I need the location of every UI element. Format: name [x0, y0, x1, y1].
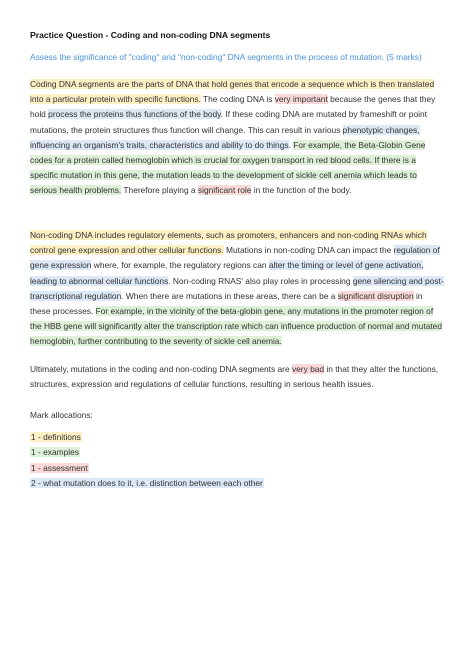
body-text: Ultimately, mutations in the coding and non-coding DNA segments are: [30, 364, 292, 374]
paragraph-coding-dna: [30, 77, 444, 199]
mark-item-text: 1 - assessment: [31, 462, 88, 473]
mark-allocations: [30, 408, 264, 491]
highlighted-text: Non-coding DNA includes regulatory elements, such as promoters, enhancers and non-coding RNAs which control gene expression and other cellular functions.: [30, 230, 427, 256]
body-text: in these processes.: [30, 290, 423, 317]
body-text: Therefore playing a: [121, 185, 198, 196]
mark-item: [30, 461, 264, 476]
question-text: Assess the significance of "coding" and "non-coding" DNA segments in the process of mutation. (5 marks): [30, 52, 422, 62]
body-text: The coding DNA is: [200, 94, 275, 105]
highlighted-text: significant disruption: [337, 290, 414, 301]
mark-item-text: 2 - what mutation does to it, i.e. distinction between each other: [31, 477, 263, 488]
body-text: .: [288, 139, 294, 150]
highlighted-text: alter the timing or level of gene activation, leading to abnormal cellular functions: [30, 260, 424, 286]
highlighted-text: significant role: [197, 185, 252, 196]
highlighted-text: regulation of gene expression: [30, 245, 440, 271]
paragraph-conclusion: [30, 362, 444, 392]
body-text: because the genes that they hold: [30, 94, 436, 120]
mark-item-text: 1 - examples: [31, 447, 79, 458]
paragraph-non-coding-dna: [30, 228, 444, 350]
mark-item: [30, 476, 264, 491]
highlighted-text: process the proteins thus functions of the body: [48, 109, 221, 120]
highlighted-text: very important: [274, 94, 328, 105]
mark-allocations-heading: Mark allocations:: [30, 410, 93, 420]
body-text: . When there are mutations in these areas, there can be a: [121, 290, 338, 301]
mark-item: [30, 445, 264, 460]
body-text: in that they alter the functions, structures, expression and regulations of cellular functions, resulting in serious health issues.: [30, 364, 439, 390]
body-text: where, for example, the regulatory regions can: [91, 260, 269, 271]
mark-item-text: 1 - definitions: [31, 432, 81, 443]
mark-item: [30, 430, 264, 445]
body-text: . Non-coding RNAS' also play roles in processing: [168, 275, 353, 286]
highlighted-text: Coding DNA segments are the parts of DNA that hold genes that encode a sequence which is then translated into a particular protein with specific functions.: [30, 79, 435, 105]
highlighted-text: phenotypic changes, influencing an organism's traits, characteristics and ability to do things: [30, 124, 420, 150]
page-title: Practice Question - Coding and non-coding DNA segments: [30, 30, 271, 40]
highlighted-text: For example, in the vicinity of the beta-globin gene, any mutations in the promoter region of the HBB gene will significantly alter the transcription rate which can influence production of normal and mutated hemoglobin, further contributing to the severity of sickle cell anemia.: [30, 306, 442, 347]
highlighted-text: very bad: [291, 364, 325, 374]
highlighted-text: For example, the Beta-Globin Gene codes for a protein called hemoglobin which is crucial for oxygen transport in red blood cells. If there is a specific mutation in this gene, the mutation leads to the development of sickle cell anemia which leads to serious health problems.: [30, 139, 426, 196]
body-text: . If these coding DNA are mutated by frameshift or point mutations, the protein structures thus function will change. This can result in various: [30, 109, 427, 135]
body-text: Mutations in non-coding DNA can impact the: [223, 245, 394, 256]
highlighted-text: gene silencing and post-transcriptional regulation: [30, 275, 444, 301]
body-text: in the function of the body.: [251, 185, 352, 196]
